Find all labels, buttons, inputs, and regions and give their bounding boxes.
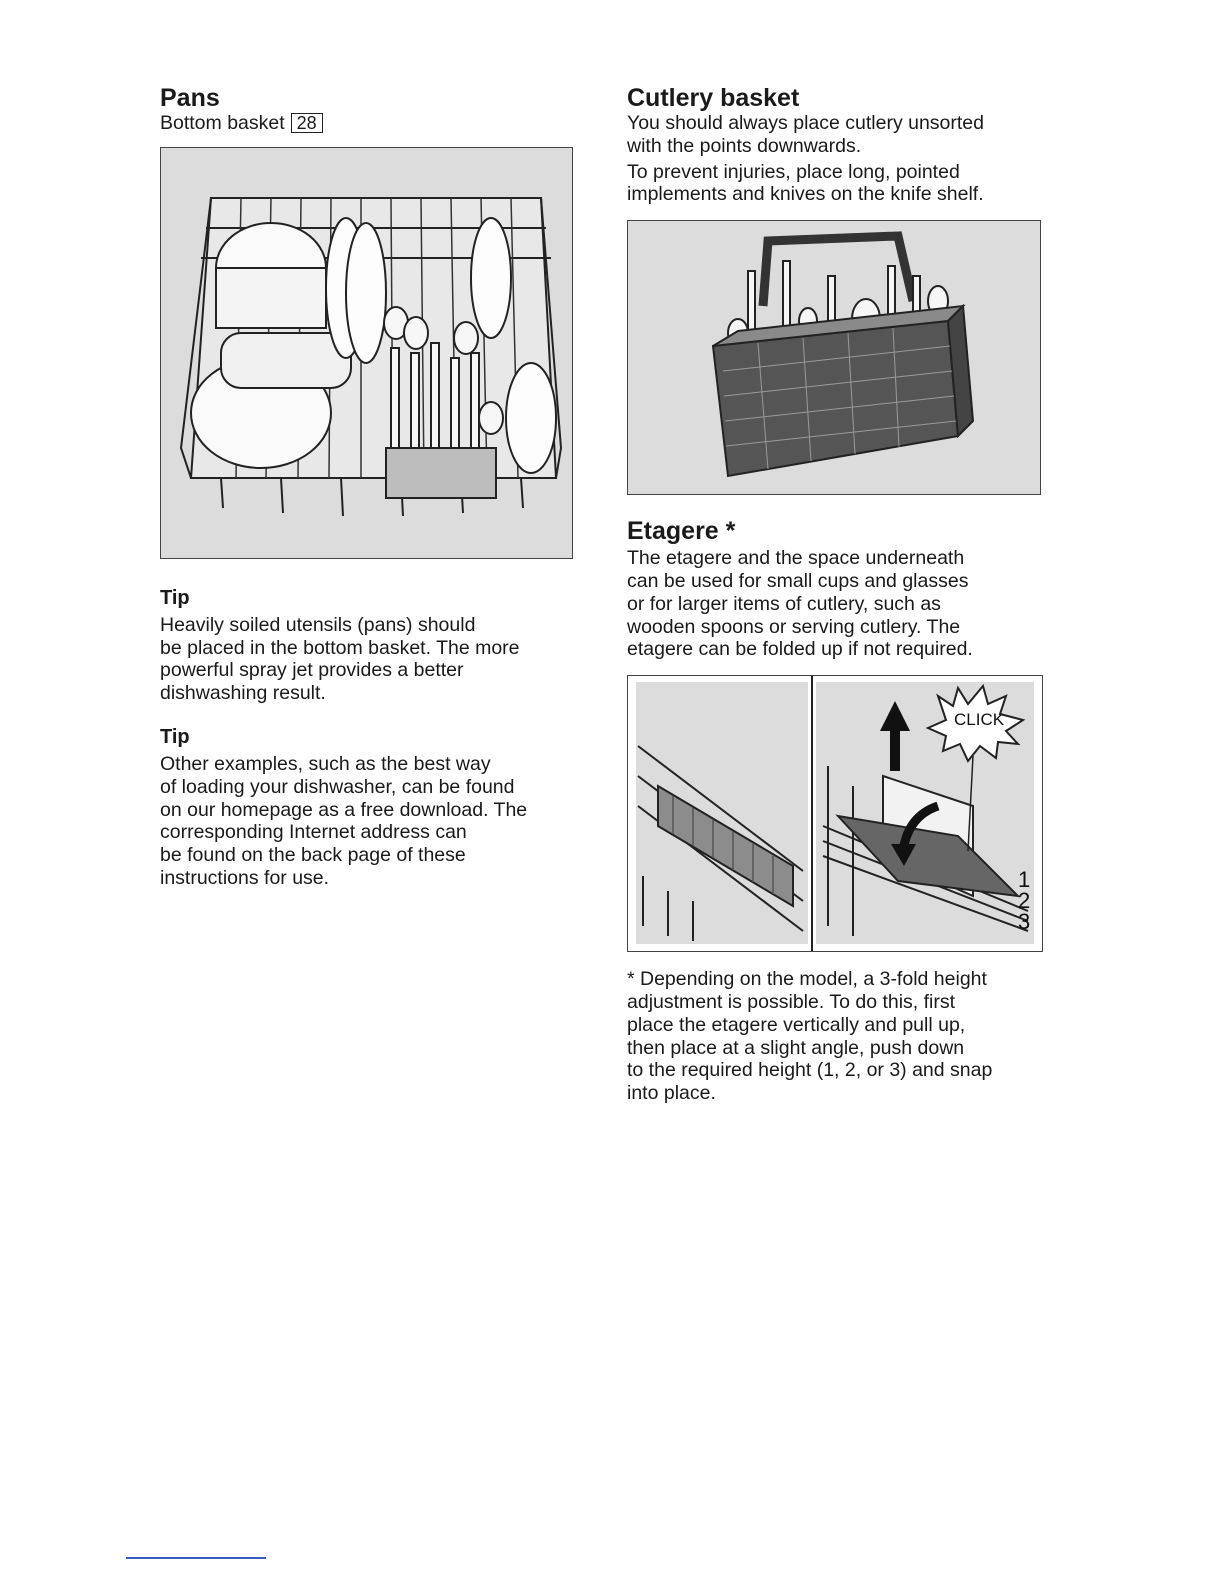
etagere-para-line-5: etagere can be folded up if not required. — [627, 638, 973, 661]
tip-2-line-4: corresponding Internet address can — [160, 821, 467, 844]
etagere-para-line-1: The etagere and the space underneath — [627, 547, 965, 570]
cutlery-basket-drawing — [628, 221, 1040, 494]
bottom-basket-illustration — [160, 147, 573, 559]
etagere-heading: Etagere * — [627, 517, 736, 546]
click-label: CLICK — [954, 710, 1005, 730]
tip-1-line-1: Heavily soiled utensils (pans) should — [160, 613, 476, 636]
tip-1-line-2: be placed in the bottom basket. The more — [160, 636, 520, 659]
etagere-footnote — [627, 968, 1057, 1105]
cutlery-para-1-line-2: with the points downwards. — [627, 134, 862, 157]
height-level-1: 1 — [1018, 867, 1031, 893]
footnote-line-3: place the etagere vertically and pull up, — [627, 1013, 966, 1036]
left-column — [160, 82, 590, 890]
cutlery-basket-illustration — [627, 220, 1041, 495]
tip-2-line-3: on our homepage as a free download. The — [160, 798, 528, 821]
footnote-line-1: * Depending on the model, a 3-fold height — [627, 968, 987, 991]
footnote-line-2: adjustment is possible. To do this, first — [627, 990, 956, 1013]
tip-2-line-5: be found on the back page of these — [160, 844, 466, 867]
tip-2-line-2: of loading your dishwasher, can be found — [160, 775, 515, 798]
footnote-line-5: to the required height (1, 2, or 3) and snap — [627, 1059, 993, 1082]
footer-rule — [126, 1557, 266, 1559]
etagere-para-line-3: or for larger items of cutlery, such as — [627, 592, 941, 615]
pans-subtitle-text: Bottom basket — [160, 112, 285, 134]
tip-heading-2: Tip — [160, 725, 190, 748]
cutlery-para-1-line-1: You should always place cutlery unsorted — [627, 112, 984, 134]
height-levels — [1018, 867, 1031, 935]
tip-text-1 — [160, 614, 590, 705]
right-column — [627, 82, 1057, 1105]
pans-heading: Pans — [160, 84, 220, 112]
dish-basket-drawing — [161, 148, 572, 558]
etagere-para-line-4: wooden spoons or serving cutlery. The — [627, 615, 961, 638]
reference-number-badge: 28 — [291, 113, 323, 133]
tip-text-2 — [160, 753, 590, 890]
height-level-2: 2 — [1018, 888, 1031, 914]
tip-heading-1: Tip — [160, 586, 190, 609]
etagere-illustration — [627, 675, 1043, 952]
cutlery-para-2-line-2: implements and knives on the knife shelf. — [627, 183, 984, 206]
cutlery-heading: Cutlery basket — [627, 84, 800, 112]
etagere-para-line-2: can be used for small cups and glasses — [627, 569, 969, 592]
pans-subtitle — [160, 112, 590, 135]
cutlery-para-2-line-1: To prevent injuries, place long, pointed — [627, 160, 960, 183]
tip-2-line-1: Other examples, such as the best way — [160, 752, 491, 775]
footnote-line-4: then place at a slight angle, push down — [627, 1036, 965, 1059]
footnote-line-6: into place. — [627, 1082, 716, 1105]
tip-1-line-4: dishwashing result. — [160, 682, 326, 705]
height-level-3: 3 — [1018, 909, 1031, 935]
tip-1-line-3: powerful spray jet provides a better — [160, 659, 464, 682]
etagere-para — [627, 547, 1057, 661]
cutlery-para-1 — [627, 112, 1057, 158]
cutlery-para-2 — [627, 161, 1057, 207]
tip-2-line-6: instructions for use. — [160, 866, 330, 889]
